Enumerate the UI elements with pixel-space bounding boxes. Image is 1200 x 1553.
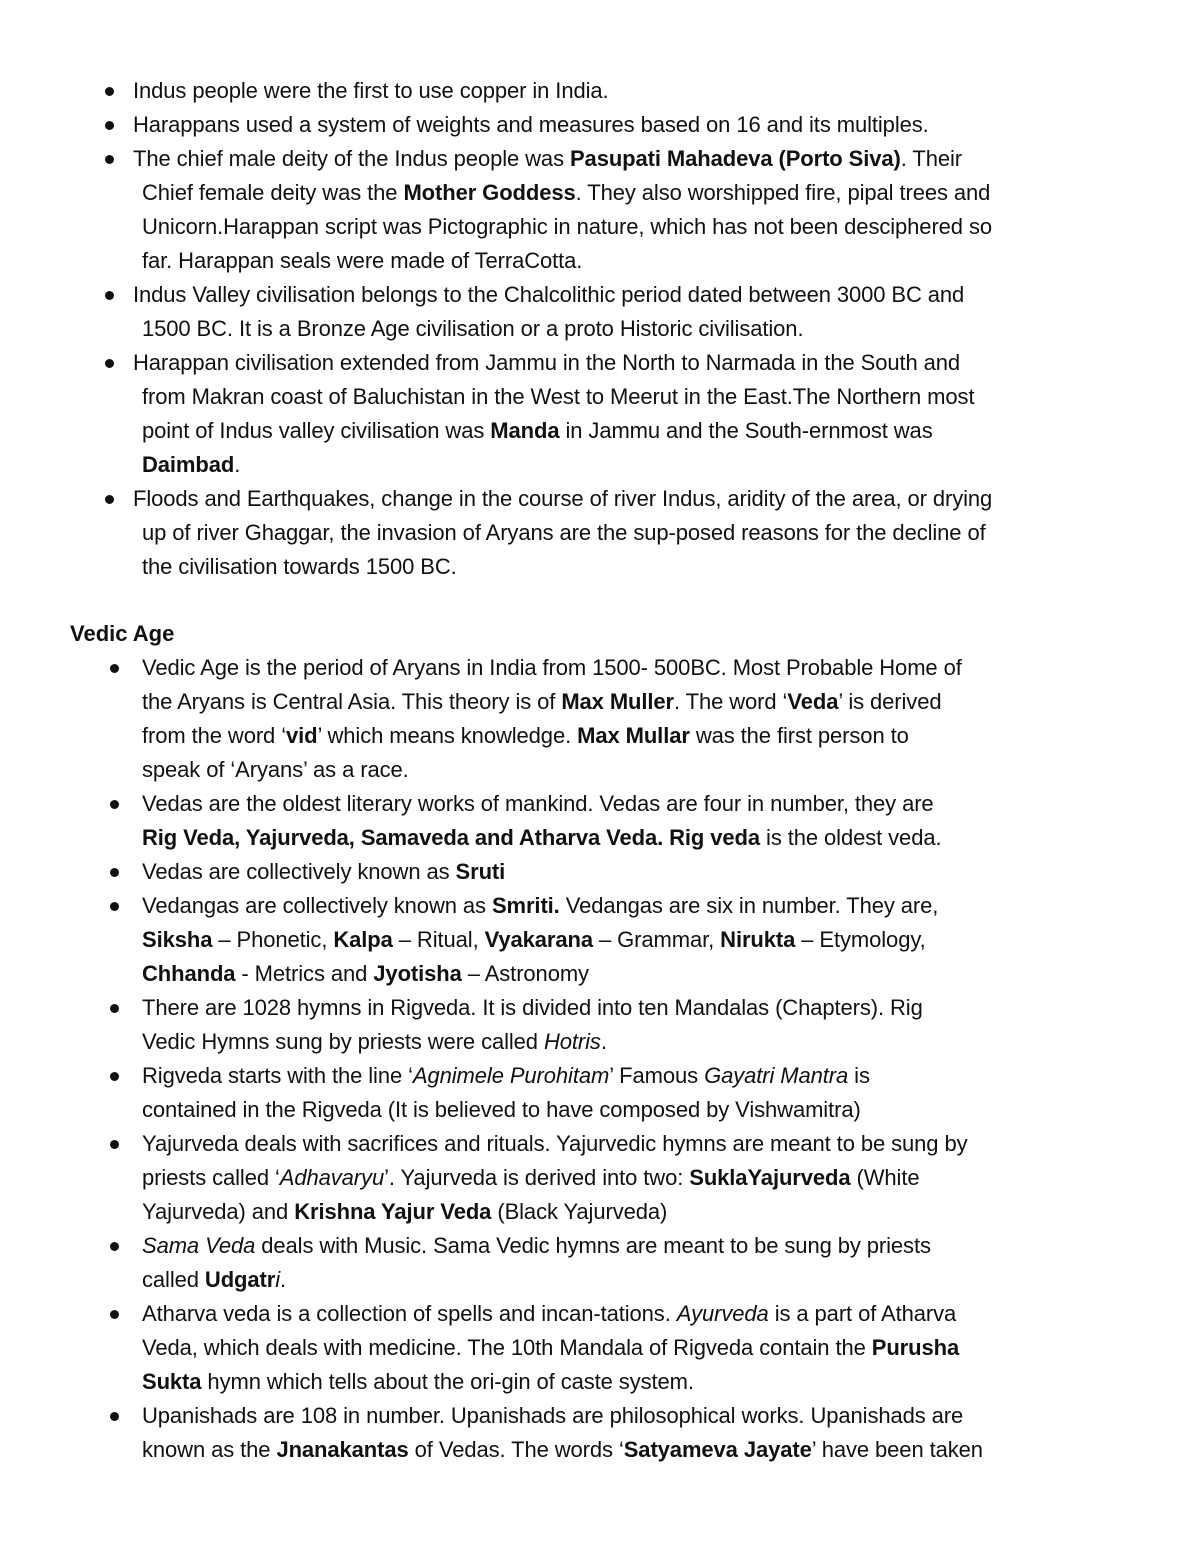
bullet-icon [105,291,114,300]
text-run: called [142,1267,205,1292]
list-item-line [142,1365,694,1399]
text-run: Vedas are the oldest literary works of mankind. Vedas are four in number, they are [142,791,934,816]
text-run: The chief male deity of the Indus people was [133,146,570,171]
list-item-line [142,719,909,753]
text-run: from the word ‘ [142,723,286,748]
bullet-icon [105,495,114,504]
italic-text-run: Adhavaryu [279,1165,385,1190]
text-run: (Black Yajurveda) [491,1199,668,1224]
bold-text-run: Nirukta [720,927,796,952]
text-run: Vedic Age is the period of Aryans in India from 1500- 500BC. Most Probable Home of [142,655,962,680]
text-run: contained in the Rigveda (It is believed to have composed by Vishwamitra) [142,1097,861,1122]
italic-text-run: Gayatri Mantra [704,1063,849,1088]
text-run: in Jammu and the South-ernmost was [559,418,933,443]
italic-text-run: Agnimele Purohitam [412,1063,610,1088]
list-item-line [142,176,990,210]
text-run: up of river Ghaggar, the invasion of Aryans are the sup-posed reasons for the decline of [142,520,986,545]
text-run: ’ Famous [609,1063,705,1088]
italic-text-run: i [275,1267,280,1292]
text-run: known as the [142,1437,277,1462]
list-item-line [142,991,923,1025]
bold-text-run: Smriti. [491,893,560,918]
text-run: Indus Valley civilisation belongs to the Chalcolithic period dated between 3000 BC and [133,282,965,307]
bold-text-run: Sukta [142,1369,202,1394]
bold-text-run: Purusha [871,1335,960,1360]
list-item-line [142,1263,286,1297]
text-run: Indus people were the first to use copper in India. [133,78,609,103]
text-run: Unicorn.Harappan script was Pictographic in nature, which has not been desciphered so [142,214,992,239]
bullet-icon [110,902,119,911]
text-run: speak of ‘Aryans’ as a race. [142,757,409,782]
text-run: Vedas are collectively known as [142,859,456,884]
list-item-line [142,821,941,855]
list-item-line [142,380,974,414]
text-run: Yajurveda deals with sacrifices and rituals. Yajurvedic hymns are meant to be sung by [142,1131,968,1156]
bold-text-run: Jyotisha [373,961,462,986]
text-run: is a part of Atharva [768,1301,957,1326]
text-run: – Phonetic, [212,927,334,952]
text-run: . They also worshipped fire, pipal trees and [575,180,991,205]
text-run: - Metrics and [235,961,374,986]
text-run: Upanishads are 108 in number. Upanishads are philosophical works. Upanishads are [142,1403,964,1428]
bullet-icon [105,121,114,130]
bullet-icon [105,155,114,164]
text-run: point of Indus valley civilisation was [142,418,491,443]
bullet-icon [110,1072,119,1081]
list-item-line [142,244,582,278]
bold-text-run: Manda [490,418,560,443]
text-run: . The word ‘ [674,689,788,714]
list-item-line [133,74,609,108]
italic-text-run: Ayurveda [676,1301,769,1326]
bullet-icon [110,1140,119,1149]
list-item-line [142,753,409,787]
bold-text-run: Rig Veda, Yajurveda, Samaveda and Atharva Veda. Rig veda [142,825,761,850]
list-item-line [142,1025,607,1059]
text-run: 1500 BC. It is a Bronze Age civilisation or a proto Historic civilisation. [142,316,804,341]
text-run: Vedangas are collectively known as [142,893,492,918]
text-run: Chief female deity was the [142,180,404,205]
text-run: Vedangas are six in number. They are, [559,893,939,918]
list-item-line [133,108,929,142]
list-item-line [142,923,926,957]
bold-text-run: Max Mullar [577,723,690,748]
text-run: from Makran coast of Baluchistan in the West to Meerut in the East.The Northern most [142,384,975,409]
bullet-icon [110,868,119,877]
text-run: – Etymology, [795,927,926,952]
bold-text-run: Veda [787,689,839,714]
list-item-line [142,312,803,346]
list-item-line [142,1161,919,1195]
bullet-icon [110,1004,119,1013]
bold-text-run: Max Muller [561,689,675,714]
list-item-line [142,1093,861,1127]
text-run: Floods and Earthquakes, change in the course of river Indus, aridity of the area, or drying [133,486,993,511]
text-run: of Vedas. The words ‘ [408,1437,624,1462]
list-item-line [142,957,589,991]
text-run: . [234,452,241,477]
bold-text-run: Sruti [455,859,506,884]
bold-text-run: Siksha [142,927,213,952]
list-item-line [133,142,962,176]
list-item-line [142,1229,931,1263]
text-run: There are 1028 hymns in Rigveda. It is divided into ten Mandalas (Chapters). Rig [142,995,923,1020]
text-run: ’. Yajurveda is derived into two: [384,1165,690,1190]
vedic-age-heading: Vedic Age [70,621,175,646]
text-run: was the first person to [689,723,909,748]
list-item-line [142,516,986,550]
text-run: ’ have been taken [811,1437,983,1462]
bullet-icon [110,664,119,673]
list-item-line [142,855,505,889]
bullet-icon [110,1310,119,1319]
text-run: the Aryans is Central Asia. This theory is of [142,689,562,714]
text-run: ’ is derived [838,689,942,714]
list-item-line [142,1127,967,1161]
text-run: Rigveda starts with the line ‘ [142,1063,413,1088]
text-run: priests called ‘ [142,1165,280,1190]
bold-text-run: Kalpa [333,927,393,952]
text-run: Vedic Hymns sung by priests were called [142,1029,544,1054]
list-item-line [142,889,938,923]
text-run: . [280,1267,287,1292]
list-item-line [133,482,992,516]
list-item-line [142,1297,956,1331]
bullet-icon [105,359,114,368]
bold-text-run: Chhanda [142,961,236,986]
list-item-line [142,1195,667,1229]
list-item-line [142,550,457,584]
text-run: is [848,1063,870,1088]
bold-text-run: Vyakarana [484,927,593,952]
text-run: . Their [900,146,963,171]
text-run: the civilisation towards 1500 BC. [142,554,457,579]
list-item-line [142,1059,870,1093]
list-item-line [142,414,933,448]
text-run: deals with Music. Sama Vedic hymns are meant to be sung by priests [255,1233,931,1258]
list-item-line [142,1399,963,1433]
list-item-line [142,1331,959,1365]
bold-text-run: Jnanakantas [276,1437,409,1462]
bullet-icon [105,87,114,96]
text-run: . [600,1029,607,1054]
bold-text-run: Daimbad [142,452,235,477]
text-run: hymn which tells about the ori-gin of caste system. [201,1369,694,1394]
bold-text-run: SuklaYajurveda [689,1165,851,1190]
bold-text-run: Udgatr [204,1267,276,1292]
text-run: far. Harappan seals were made of TerraCotta. [142,248,583,273]
text-run: – Ritual, [392,927,485,952]
list-item-line [133,278,964,312]
list-item-line [142,685,941,719]
text-run: Veda, which deals with medicine. The 10th Mandala of Rigveda contain the [142,1335,872,1360]
bullet-icon [110,1412,119,1421]
text-run: – Grammar, [592,927,721,952]
italic-text-run: Hotris [543,1029,601,1054]
list-item-line [133,346,960,380]
text-run: is the oldest veda. [760,825,942,850]
text-run: Atharva veda is a collection of spells and incan-tations. [142,1301,677,1326]
bold-text-run: Krishna Yajur Veda [294,1199,492,1224]
list-item-line [142,651,962,685]
bullet-icon [110,800,119,809]
text-run: ’ which means knowledge. [317,723,578,748]
bold-text-run: Satyameva Jayate [623,1437,812,1462]
text-run: (White [850,1165,920,1190]
text-run: Harappan civilisation extended from Jammu in the North to Narmada in the South and [133,350,961,375]
list-item-line [142,210,992,244]
bold-text-run: Pasupati Mahadeva (Porto Siva) [569,146,901,171]
list-item-line [142,1433,983,1467]
bold-text-run: Mother Goddess [403,180,576,205]
text-run: – Astronomy [461,961,589,986]
bold-text-run: vid [286,723,318,748]
text-run: Harappans used a system of weights and measures based on 16 and its multiples. [133,112,929,137]
bullet-icon [110,1242,119,1251]
text-run: Yajurveda) and [142,1199,295,1224]
list-item-line [142,448,240,482]
italic-text-run: Sama Veda [142,1233,256,1258]
list-item-line [142,787,934,821]
